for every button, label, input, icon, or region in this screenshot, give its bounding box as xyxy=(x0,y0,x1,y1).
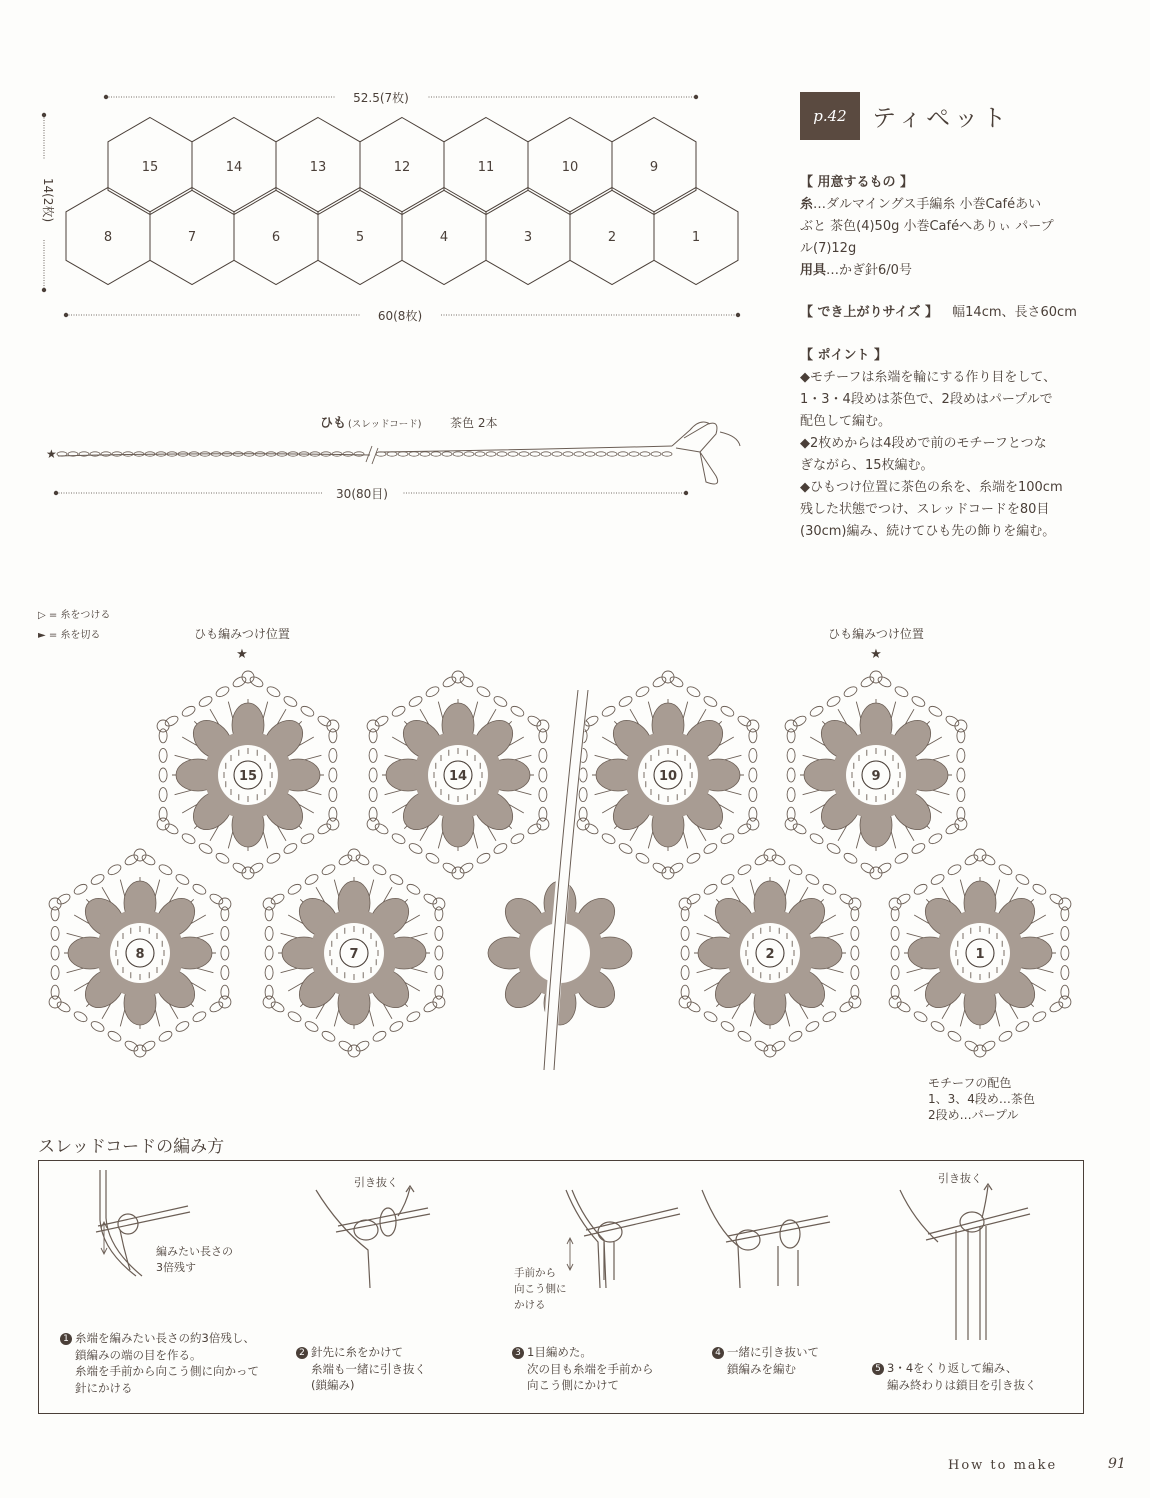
chain-stitch xyxy=(354,452,364,456)
size-heading: 【 でき上がりサイズ 】 xyxy=(800,305,939,320)
howto-title: スレッドコードの編み方 xyxy=(38,1137,225,1157)
tool-text: …かぎ針6/0号 xyxy=(826,263,912,278)
motif-number: 7 xyxy=(349,947,359,962)
chain-stitch xyxy=(387,452,397,456)
layout-hexagon-number: 5 xyxy=(355,230,365,245)
yarn-line-2: ぶと 茶色(4)50g 小巻Caféへありぃ パープ xyxy=(800,219,1054,234)
step-3 xyxy=(512,1344,692,1394)
points-heading: 【 ポイント 】 xyxy=(800,348,888,363)
chain-stitch xyxy=(101,452,111,456)
step1-note-2: 3倍残す xyxy=(156,1261,196,1274)
step-number: 3 xyxy=(512,1347,524,1359)
yarn-label: 糸 xyxy=(800,197,814,212)
tool-label: 用具 xyxy=(800,263,827,278)
step-number: 1 xyxy=(60,1333,72,1345)
chain-stitch xyxy=(464,452,474,456)
chain-stitch xyxy=(574,452,584,456)
step-text: 向こう側にかけて xyxy=(527,1378,619,1392)
points-line: ぎながら、15枚編む。 xyxy=(800,458,934,473)
chain-stitch xyxy=(442,452,452,456)
chain-stitch xyxy=(662,452,672,456)
star-left: ★ xyxy=(236,647,248,662)
chain-stitch xyxy=(530,452,540,456)
layout-hexagon-number: 9 xyxy=(649,160,659,175)
points-line: 残した状態でつけ、スレッドコードを80目 xyxy=(800,502,1050,517)
chain-stitch xyxy=(376,452,386,456)
points-line: ◆ひもつけ位置に茶色の糸を、糸端を100cm xyxy=(800,480,1063,495)
layout-hexagon-number: 11 xyxy=(477,160,495,175)
star-right: ★ xyxy=(870,647,882,662)
motif-number: 14 xyxy=(448,769,468,784)
step5-note: 引き抜く xyxy=(938,1172,982,1185)
points-line: ◆2枚めからは4段めで前のモチーフとつな xyxy=(800,436,1047,451)
layout-hexagon-number: 7 xyxy=(187,230,197,245)
cord-position-left: ひも編みつけ位置 xyxy=(194,627,290,641)
layout-hexagon-number: 6 xyxy=(271,230,281,245)
layout-hexagon-number: 10 xyxy=(561,160,579,175)
crochet-chart xyxy=(0,620,1150,1090)
chain-stitch xyxy=(409,452,419,456)
legend-attach: ▷ = 糸をつける xyxy=(38,610,111,621)
chain-stitch xyxy=(552,452,562,456)
step-number: 5 xyxy=(872,1363,884,1375)
chain-stitch xyxy=(497,452,507,456)
motif-2 xyxy=(679,849,861,1057)
step-text: 鎖編みの端の目を作る。 xyxy=(75,1347,202,1362)
motif-number: 1 xyxy=(975,947,985,962)
layout-hexagon-number: 15 xyxy=(141,160,159,175)
step1-note: 編みたい長さの xyxy=(156,1245,233,1258)
chain-stitch xyxy=(475,452,485,456)
chain-stitch xyxy=(453,452,463,456)
chain-stitch xyxy=(629,452,639,456)
color-note-title: モチーフの配色 xyxy=(928,1076,1012,1090)
motif-14 xyxy=(367,671,549,879)
step2-note: 引き抜く xyxy=(354,1176,398,1189)
chain-stitch xyxy=(343,452,353,456)
step-1 xyxy=(60,1330,290,1396)
step3-note-1: 手前から xyxy=(514,1267,556,1279)
chain-stitch xyxy=(519,452,529,456)
color-note xyxy=(928,1075,1035,1123)
layout-hexagon-number: 13 xyxy=(309,160,327,175)
color-note-2: 2段め…パープル xyxy=(928,1108,1019,1122)
cord-title: ひも xyxy=(320,416,347,431)
step-text: 次の目も糸端を手前から xyxy=(527,1361,654,1376)
height-label: 14(2枚) xyxy=(41,177,55,223)
layout-hexagon-number: 12 xyxy=(393,160,411,175)
step-text: 編み終わりは鎖目を引き抜く xyxy=(887,1377,1037,1392)
points-section xyxy=(800,345,1100,543)
chain-stitch xyxy=(541,452,551,456)
chain-stitch xyxy=(607,452,617,456)
motif-number: 15 xyxy=(238,769,258,784)
motif-10 xyxy=(577,671,759,879)
motif-number: 2 xyxy=(765,947,775,962)
howto-illustrations xyxy=(38,1160,1084,1350)
motif-number: 9 xyxy=(871,769,881,784)
motif-1 xyxy=(889,849,1071,1057)
chain-stitch xyxy=(508,452,518,456)
width-bottom-label: 60(8枚) xyxy=(377,309,423,323)
chain-stitch xyxy=(486,452,496,456)
step-text: 糸端を編みたい長さの約3倍残し、 xyxy=(75,1331,255,1345)
motif-9 xyxy=(785,671,967,879)
motif-number: 8 xyxy=(135,947,145,962)
motif-15 xyxy=(157,671,339,879)
layout-hexagon-number: 4 xyxy=(439,230,449,245)
cord-star: ★ xyxy=(46,447,57,461)
step3-note-2: 向こう側に xyxy=(514,1283,567,1295)
step-text: 一緒に引き抜いて xyxy=(727,1345,819,1359)
cord-title-sub: (スレッドコード) xyxy=(348,419,422,430)
cord-length: 30(80目) xyxy=(336,487,388,501)
step-text: 鎖編みを編む xyxy=(727,1361,796,1376)
layout-hexagon-number: 14 xyxy=(225,160,243,175)
step-5 xyxy=(872,1360,1072,1393)
step-text: 1目編めた。 xyxy=(527,1345,592,1359)
chain-stitch xyxy=(398,452,408,456)
points-line: (30cm)編み、続けてひも先の飾りを編む。 xyxy=(800,524,1056,539)
cord-color: 茶色 2本 xyxy=(450,416,498,430)
chain-stitch xyxy=(651,452,661,456)
cord-chain xyxy=(58,422,740,484)
step-text: (鎖編み) xyxy=(311,1378,355,1392)
layout-hexagon-number: 2 xyxy=(607,230,617,245)
chain-stitch xyxy=(596,452,606,456)
chain-stitch xyxy=(618,452,628,456)
layout-hexagon-number: 8 xyxy=(103,230,113,245)
layout-hexagon-number: 1 xyxy=(691,230,701,245)
yarn-line-3: ル(7)12g xyxy=(800,241,857,256)
step-text: 糸端も一緒に引き抜く xyxy=(311,1361,426,1376)
footer-page: 91 xyxy=(1108,1456,1126,1472)
chain-stitch xyxy=(420,452,430,456)
step-text: 針にかける xyxy=(75,1380,133,1395)
step-text: 3・4をくり返して編み、 xyxy=(887,1361,1018,1375)
step-2 xyxy=(296,1344,496,1394)
materials-section xyxy=(800,172,1100,282)
chain-stitch xyxy=(585,452,595,456)
step3-note-3: かける xyxy=(514,1299,546,1311)
chain-stitch xyxy=(431,452,441,456)
width-top-label: 52.5(7枚) xyxy=(353,91,409,105)
layout-hexagon-number: 3 xyxy=(523,230,533,245)
step-text: 針先に糸をかけて xyxy=(311,1345,403,1359)
layout-diagram xyxy=(0,0,760,520)
step-text: 糸端を手前から向こう側に向かって xyxy=(75,1364,259,1378)
page-ref-badge: p.42 xyxy=(800,92,860,140)
motif-8 xyxy=(49,849,231,1057)
chain-stitch xyxy=(640,452,650,456)
chain-stitch xyxy=(563,452,573,456)
cord-position-right: ひも編みつけ位置 xyxy=(828,627,924,641)
points-line: 1・3・4段めは茶色で、2段めはパープルで xyxy=(800,392,1053,407)
motif-7 xyxy=(263,849,445,1057)
points-line: ◆モチーフは糸端を輪にする作り目をして、 xyxy=(800,370,1057,385)
step-number: 2 xyxy=(296,1347,308,1359)
motif-number: 10 xyxy=(658,769,678,784)
step-number: 4 xyxy=(712,1347,724,1359)
yarn-line-1: …ダルマイングス手編糸 小巻Caféあい xyxy=(813,197,1042,212)
step-4 xyxy=(712,1344,872,1377)
materials-heading: 【 用意するもの 】 xyxy=(800,175,914,190)
footer-label: How to make xyxy=(948,1458,1058,1473)
chain-stitch xyxy=(112,452,122,456)
page-title: ティペット xyxy=(872,104,1011,132)
legend-cut: ► = 糸を切る xyxy=(38,630,101,641)
points-line: 配色して編む。 xyxy=(800,414,892,429)
color-note-1: 1、3、4段め…茶色 xyxy=(928,1092,1035,1106)
size-text: 幅14cm、長さ60cm xyxy=(952,305,1077,320)
size-section xyxy=(800,302,1100,324)
